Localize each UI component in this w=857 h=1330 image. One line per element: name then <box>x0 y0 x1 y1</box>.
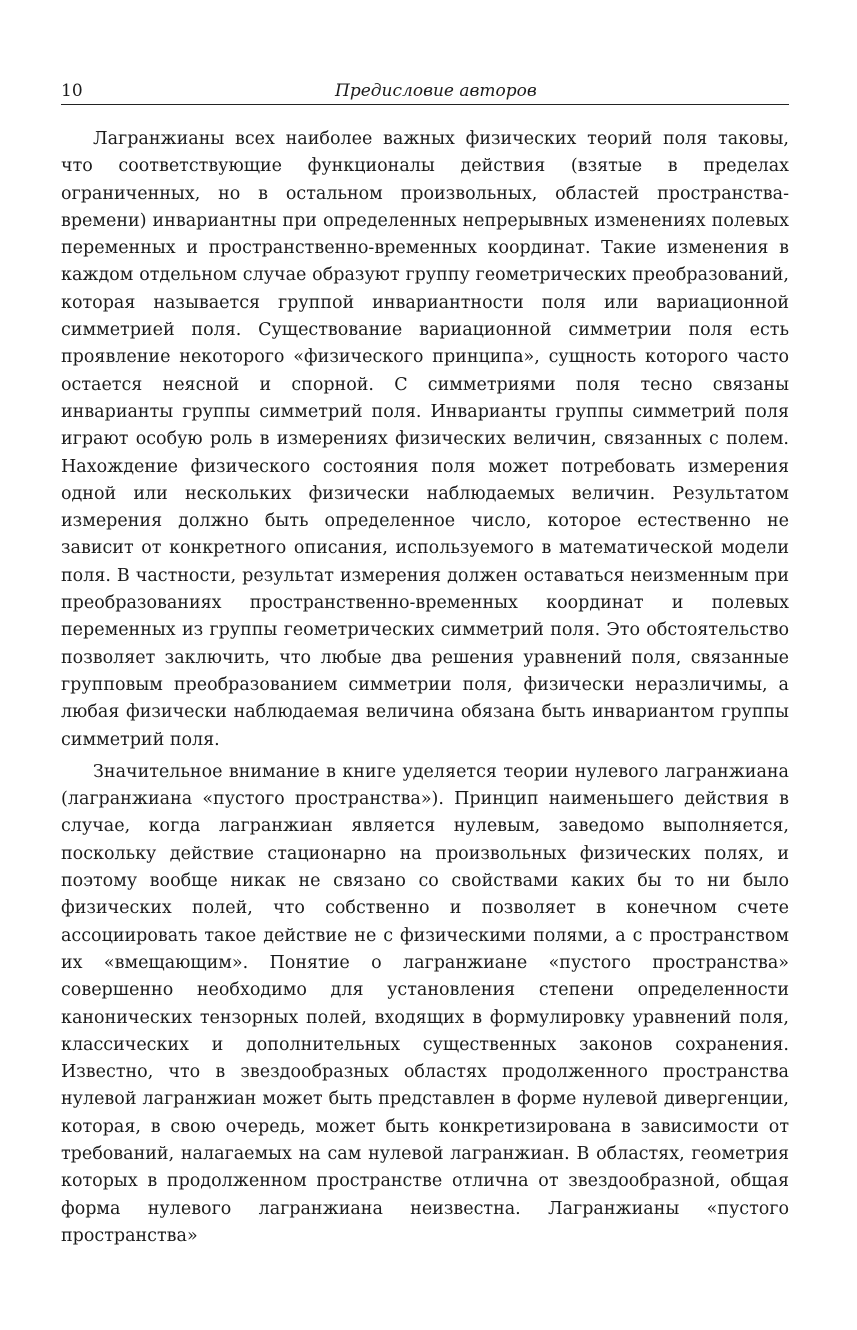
book-page <box>61 78 789 1255</box>
page-number: 10 <box>61 81 83 101</box>
running-title: Предисловие авторов <box>335 81 537 101</box>
body-text <box>61 126 789 1250</box>
paragraph-1: Лагранжианы всех наиболее важных физических теорий поля таковы, что соответствующие функционалы действия (взятые в пределах ограниченных, но в остальном произвольных, областей пространства-времени) инвариантны при определенных непрерывных изменениях полевых переменных и пространственно-временных координат. Такие изменения в каждом отдельном случае образуют группу геометрических преобразований, которая называется группой инвариантности поля или вариационной симметрией поля. Существование вариационной симметрии поля есть проявление некоторого «физического принципа», сущность которого часто остается неясной и спорной. С симметриями поля тесно связаны инварианты группы симметрий поля. Инварианты группы симметрий поля играют особую роль в измерениях физических величин, связанных с полем. Нахождение физического состояния поля может потребовать измерения одной или нескольких физически наблюдаемых величин. Результатом измерения должно быть определенное число, которое естественно не зависит от конкретного описания, используемого в математической модели поля. В частности, результат измерения должен оставаться неизменным при преобразованиях пространственно-временных координат и полевых переменных из группы геометрических симметрий поля. Это обстоятельство позволяет заключить, что любые два решения уравнений поля, связанные групповым преобразованием симметрии поля, физически неразличимы, а любая физически наблюдаемая величина обязана быть инвариантом группы симметрий поля. <box>61 129 789 750</box>
paragraph-2: Значительное внимание в книге уделяется теории нулевого лагранжиана (лагранжиана «пустого пространства»). Принцип наименьшего действия в случае, когда лагранжиан является нулевым, заведомо выполняется, поскольку действие стационарно на произвольных физических полях, и поэтому вообще никак не связано со свойствами каких бы то ни было физических полей, что собственно и позволяет в конечном счете ассоциировать такое действие не с физическими полями, а с пространством их «вмещающим». Понятие о лагранжиане «пустого пространства» совершенно необходимо для установления степени определенности канонических тензорных полей, входящих в формулировку уравнений поля, классических и дополнительных существенных законов сохранения. Известно, что в звездообразных областях продолженного пространства нулевой лагранжиан может быть представлен в форме нулевой дивергенции, которая, в свою очередь, может быть конкретизирована в зависимости от требований, налагаемых на сам нулевой лагранжиан. В областях, геометрия которых в продолженном пространстве отлична от звездообразной, общая форма нулевого лагранжиана неизвестна. Лагранжианы «пустого пространства» <box>61 761 789 1246</box>
running-head <box>61 78 789 105</box>
